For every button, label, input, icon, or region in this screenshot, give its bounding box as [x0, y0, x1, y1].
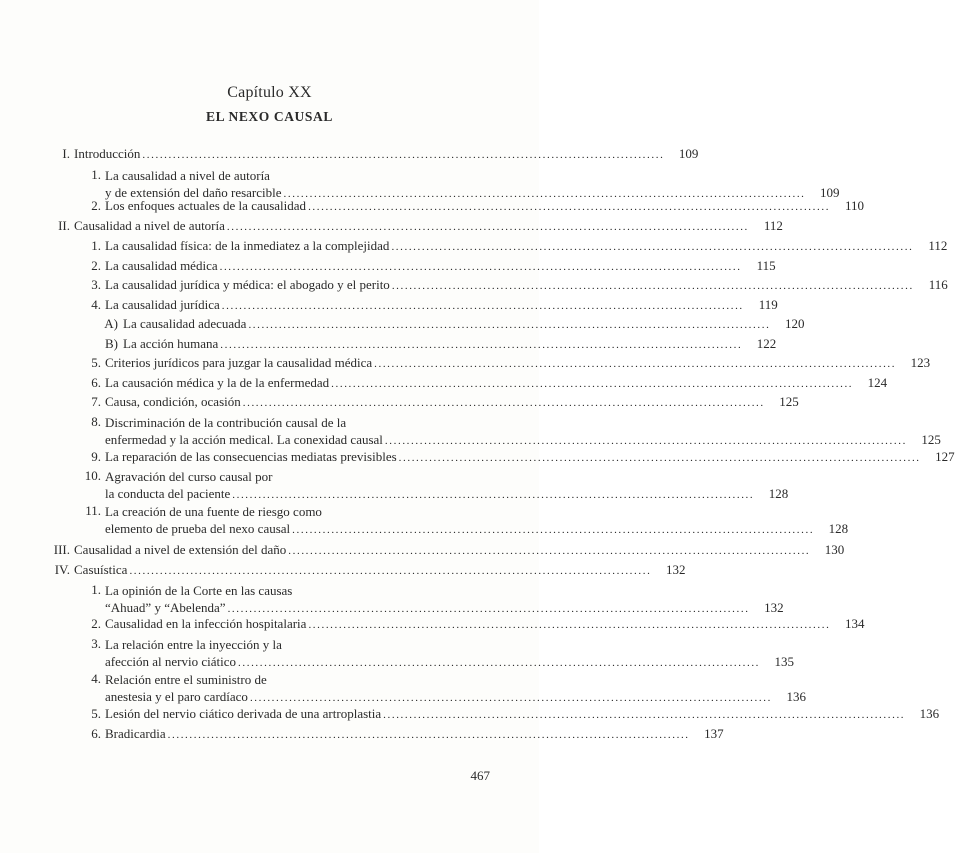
toc-entry-number: 10.: [84, 468, 101, 483]
toc-leader-dots: ........................................................................................................................: [292, 524, 815, 536]
toc-leader-dots: ........................................................................................................................: [219, 261, 742, 273]
toc-entry-line: [74, 542, 845, 558]
toc-entry-label: y de extensión del daño resarcible: [105, 185, 282, 200]
toc-entry: [105, 414, 941, 448]
toc-entry-number: 4.: [91, 297, 101, 312]
toc-entry-label: Causa, condición, ocasión: [105, 394, 241, 409]
toc-entry-label: Criterios jurídicos para juzgar la causalidad médica: [105, 355, 373, 370]
toc-entry-line: [105, 688, 806, 705]
toc-entry-label: Introducción: [74, 146, 141, 161]
toc-entry-page: 124: [867, 375, 888, 390]
toc-entry-page: 120: [784, 316, 805, 331]
toc-leader-dots: ........................................................................................................................: [221, 300, 744, 312]
toc-entry: [105, 258, 776, 274]
toc-entry-line: [105, 599, 784, 616]
toc-entry-label: Bradicardia: [105, 726, 166, 741]
toc-entry-page: 125: [779, 394, 799, 409]
toc-leader-dots: ........................................................................................................................: [129, 565, 652, 577]
toc-entry-page: 109: [820, 185, 840, 200]
toc-entry-line: [105, 653, 795, 670]
toc-entry: [105, 277, 948, 293]
toc-entry-page: 132: [764, 600, 784, 615]
toc-entry: [105, 449, 955, 465]
toc-entry-line: [105, 468, 486, 485]
toc-leader-dots: ........................................................................................................................: [226, 221, 749, 233]
toc-entry-page: 112: [928, 238, 948, 253]
toc-entry-line: [105, 582, 486, 599]
chapter-title: EL NEXO CAUSAL: [206, 109, 333, 124]
toc-entry-label: La opinión de la Corte en las causas: [105, 583, 293, 598]
toc-entry: [105, 297, 778, 313]
toc-entry-line: [105, 394, 799, 410]
toc-entry-number: 3.: [91, 277, 101, 292]
toc-entry-line: [105, 375, 888, 391]
toc-entry-line: [105, 503, 486, 520]
toc-entry-line: [105, 616, 865, 632]
toc-entry-page: 109: [678, 146, 699, 161]
toc-entry-label: La causalidad jurídica: [105, 297, 220, 312]
page-number: 467: [470, 768, 490, 783]
toc-leader-dots: ........................................................................................................................: [227, 603, 750, 615]
toc-entry-line: [105, 485, 789, 502]
toc-entry-line: [74, 562, 686, 578]
toc-entry-line: [105, 520, 849, 537]
toc-entry-label: La causalidad adecuada: [123, 316, 247, 331]
toc-entry-label: La causalidad médica: [105, 258, 218, 273]
toc-entry: [74, 146, 699, 162]
toc-entry-number: 9.: [91, 449, 101, 464]
toc-entry-line: [105, 167, 486, 184]
toc-entry-number: B): [105, 336, 118, 351]
toc-entry-label: Causalidad a nivel de extensión del daño: [74, 542, 287, 557]
toc-entry-page: 137: [704, 726, 724, 741]
toc-entry: [123, 336, 777, 352]
toc-leader-dots: ........................................................................................................................: [374, 358, 897, 370]
toc-entry-page: 136: [786, 689, 806, 704]
toc-entry-line: [105, 414, 486, 431]
toc-entry-line: [123, 336, 777, 352]
toc-entry-line: [105, 198, 865, 214]
toc-entry-label: la conducta del paciente: [105, 486, 231, 501]
toc-entry-line: [105, 449, 955, 465]
toc-entry-label: Casuística: [74, 562, 128, 577]
toc-entry-page: 128: [828, 521, 849, 536]
toc-entry-line: [105, 726, 724, 742]
toc-entry-number: 11.: [85, 503, 101, 518]
toc-entry-page: 136: [919, 706, 940, 721]
toc-entry-label: afección al nervio ciático: [105, 654, 237, 669]
toc-entry-label: Relación entre el suministro de: [105, 672, 267, 687]
toc-entry-number: A): [104, 316, 118, 331]
toc-leader-dots: ........................................................................................................................: [398, 452, 921, 464]
toc-entry-page: 128: [768, 486, 789, 501]
toc-entry-number: 2.: [91, 616, 101, 631]
toc-entry-number: 5.: [91, 706, 101, 721]
toc-entry: [105, 468, 789, 502]
toc-entry-label: Lesión del nervio ciático derivada de una artroplastia: [105, 706, 382, 721]
toc-entry: [105, 198, 865, 214]
toc-entry-page: 134: [844, 616, 865, 631]
toc-entry-page: 112: [763, 218, 783, 233]
toc-leader-dots: ........................................................................................................................: [391, 241, 914, 253]
toc-entry-number: 1.: [91, 238, 101, 253]
toc-entry-label: Los enfoques actuales de la causalidad: [105, 198, 307, 213]
toc-entry: [123, 316, 805, 332]
toc-leader-dots: ........................................................................................................................: [249, 692, 772, 704]
toc-leader-dots: ........................................................................................................................: [331, 378, 854, 390]
toc-entry-label: La causalidad a nivel de autoría: [105, 168, 270, 183]
toc-entry-page: 119: [758, 297, 778, 312]
toc-entry-number: I.: [62, 146, 70, 161]
toc-entry-label: La reparación de las consecuencias mediatas previsibles: [105, 449, 397, 464]
toc-entry-number: 3.: [91, 636, 101, 651]
toc-entry-page: 122: [756, 336, 777, 351]
toc-entry-page: 125: [921, 432, 941, 447]
toc-entry-number: 6.: [91, 375, 101, 390]
toc-entry-line: [105, 355, 931, 371]
toc-entry: [74, 218, 783, 234]
toc-entry-line: [105, 706, 940, 722]
toc-entry: [74, 542, 845, 558]
toc-entry-page: 130: [824, 542, 845, 557]
toc-entry-page: 132: [665, 562, 686, 577]
toc-entry-label: La creación de una fuente de riesgo como: [105, 504, 322, 519]
toc-entry-number: 8.: [91, 414, 101, 429]
toc-leader-dots: ........................................................................................................................: [142, 149, 665, 161]
toc-entry-line: [105, 238, 948, 254]
toc-entry-number: 1.: [91, 167, 101, 182]
toc-entry-number: 2.: [91, 198, 101, 213]
toc-entry-label: La causalidad física: de la inmediatez a la complejidad: [105, 238, 390, 253]
toc-entry: [105, 636, 795, 670]
toc-entry-page: 110: [845, 198, 865, 213]
toc-entry-number: 7.: [91, 394, 101, 409]
toc-entry: [105, 706, 940, 722]
toc-entry-line: [105, 258, 776, 274]
toc-leader-dots: ........................................................................................................................: [283, 188, 806, 200]
toc-entry-label: elemento de prueba del nexo causal: [105, 521, 291, 536]
toc-entry: [74, 562, 686, 578]
toc-leader-dots: ........................................................................................................................: [308, 619, 831, 631]
toc-entry: [105, 394, 799, 410]
toc-entry-page: 127: [935, 449, 955, 464]
toc-leader-dots: ........................................................................................................................: [220, 339, 743, 351]
toc-entry-line: [105, 671, 486, 688]
toc-entry-label: La causalidad jurídica y médica: el abogado y el perito: [105, 277, 390, 292]
chapter-heading: Capítulo XX: [227, 84, 312, 101]
toc-entry-number: IV.: [54, 562, 70, 577]
toc-entry: [105, 238, 948, 254]
toc-entry-page: 116: [928, 277, 948, 292]
toc-leader-dots: ........................................................................................................................: [391, 280, 914, 292]
toc-entry-label: La relación entre la inyección y la: [105, 637, 282, 652]
toc-entry-line: [123, 316, 805, 332]
toc-entry-line: [105, 297, 778, 313]
toc-entry-label: anestesia y el paro cardíaco: [105, 689, 248, 704]
toc-entry-label: “Ahuad” y “Abelenda”: [105, 600, 226, 615]
toc-entry: [105, 671, 806, 705]
toc-entry-label: Agravación del curso causal por: [105, 469, 273, 484]
toc-entry-label: enfermedad y la acción medical. La conexidad causal: [105, 432, 383, 447]
toc-entry: [105, 355, 931, 371]
toc-entry: [105, 616, 865, 632]
toc-entry-line: [105, 636, 486, 653]
toc-leader-dots: ........................................................................................................................: [232, 489, 755, 501]
toc-leader-dots: ........................................................................................................................: [167, 729, 690, 741]
toc-leader-dots: ........................................................................................................................: [248, 319, 771, 331]
toc-entry-line: [105, 277, 948, 293]
toc-leader-dots: ........................................................................................................................: [242, 397, 765, 409]
toc-entry: [105, 726, 724, 742]
toc-leader-dots: ........................................................................................................................: [238, 657, 761, 669]
toc-entry-number: 4.: [91, 671, 101, 686]
toc-leader-dots: ........................................................................................................................: [384, 435, 907, 447]
toc-entry-page: 123: [910, 355, 931, 370]
toc-entry: [105, 503, 849, 537]
toc-entry: [105, 582, 784, 616]
toc-entry-number: 6.: [91, 726, 101, 741]
toc-entry-label: Causalidad a nivel de autoría: [74, 218, 225, 233]
toc-entry-number: 2.: [91, 258, 101, 273]
toc-leader-dots: ........................................................................................................................: [308, 201, 831, 213]
toc-entry: [105, 167, 840, 201]
toc-entry-number: 5.: [91, 355, 101, 370]
toc-entry-page: 115: [756, 258, 776, 273]
toc-entry-label: La causación médica y la de la enfermedad: [105, 375, 330, 390]
toc-leader-dots: ........................................................................................................................: [288, 545, 811, 557]
toc-entry-label: Causalidad en la infección hospitalaria: [105, 616, 307, 631]
toc-entry-page: 135: [774, 654, 795, 669]
toc-entry-line: [105, 431, 941, 448]
toc-entry-line: [74, 218, 783, 234]
toc-entry-number: II.: [58, 218, 70, 233]
toc-entry-number: III.: [53, 542, 70, 557]
toc-leader-dots: ........................................................................................................................: [383, 709, 906, 721]
toc-entry-label: La acción humana: [123, 336, 219, 351]
toc-entry-line: [74, 146, 699, 162]
toc-entry-label: Discriminación de la contribución causal de la: [105, 415, 347, 430]
toc-entry: [105, 375, 888, 391]
toc-entry-number: 1.: [91, 582, 101, 597]
